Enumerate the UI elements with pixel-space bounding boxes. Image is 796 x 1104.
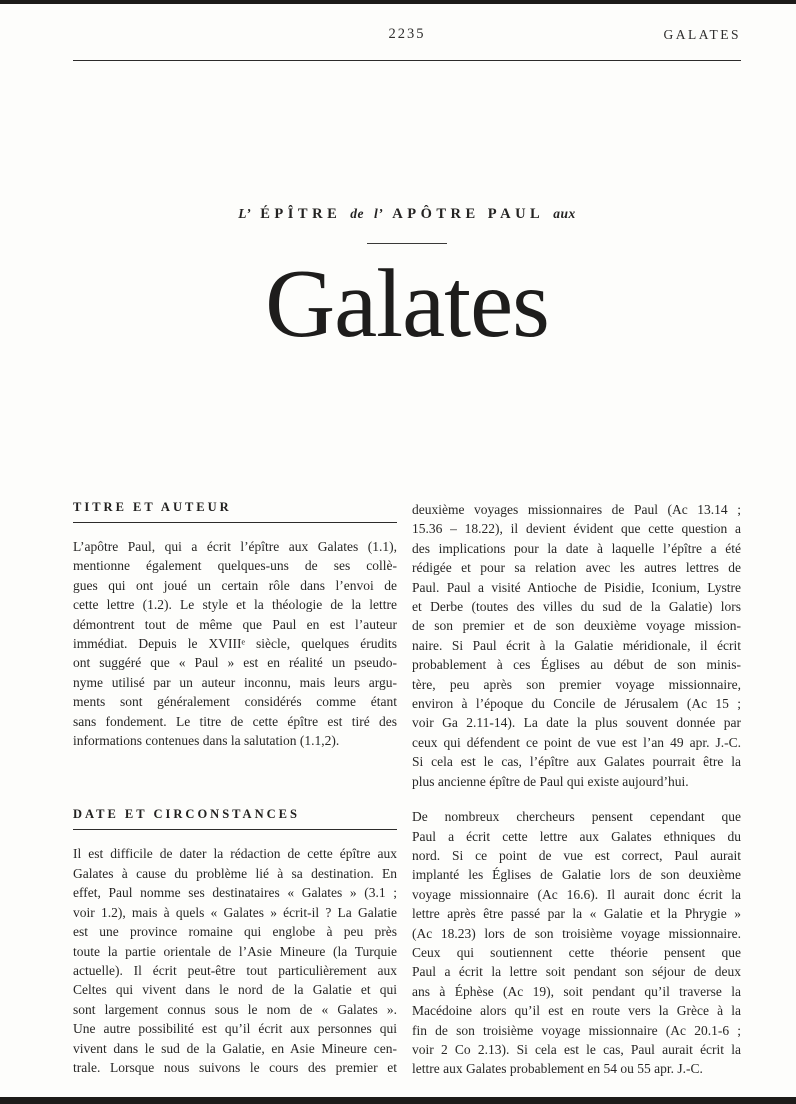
text-line: voir Ga 2.11-14). La date la plus souvent donnée par [412, 715, 741, 731]
epistle-superscription [73, 206, 741, 223]
left-column [73, 500, 397, 1077]
text-line: Galates à cause du problème lié à sa destination. En [73, 865, 397, 881]
running-header [73, 26, 741, 46]
running-title: GALATES [663, 26, 741, 42]
superscription-word-epitre: ÉPÎTRE [260, 206, 342, 222]
paragraph [412, 500, 741, 791]
text-line: immédiat. Depuis le XVIIIᵉ siècle, quelques érudits [73, 636, 397, 652]
text-line: vivent dans le sud de la Galatie, en Asie Mineure cen- [73, 1040, 397, 1056]
text-line: nyme utilisé par un auteur inconnu, mais leurs argu- [73, 674, 397, 690]
text-line: voir 1.2), mais à quels « Galates » écrit-il ? La Galatie [73, 904, 397, 920]
text-line: deuxième voyages missionnaires de Paul (Ac 13.14 ; [412, 502, 741, 517]
text-line: Celtes qui vivent dans le nord de la Galatie et qui [73, 982, 397, 998]
text-line: 15.36 – 18.22), il devient évident que cette question a [412, 521, 741, 537]
text-line: gues qui ont joué un certain rôle dans l’envoi de [73, 577, 397, 593]
title-ornament-rule [367, 243, 447, 244]
text-line: actuelle). Il écrit peut-être tout particulièrement aux [73, 962, 397, 978]
superscription-lead: L’ [238, 206, 252, 221]
text-line: de son premier et de son deuxième voyage mission- [412, 618, 741, 634]
scan-edge-bottom-bar [0, 1097, 796, 1104]
text-line: ont suggéré que « Paul » est en réalité un pseudo- [73, 655, 397, 671]
text-line: et Derbe (toutes des villes du sud de la Galatie) lors [412, 599, 741, 615]
text-line: est une province romaine qui englobe à peu près [73, 924, 397, 940]
text-line: des implications pour la date à laquelle l’épître a été [412, 540, 741, 556]
text-line: ceux qui défendent ce point de vue est l’an 49 apr. J.-C. [412, 734, 741, 750]
text-line: Macédoine alors qu’il est en route vers la Grèce à la [412, 1003, 741, 1019]
text-line: mentionne également quelques-uns de ses collè- [73, 558, 397, 574]
book-title: Galates [265, 250, 549, 357]
text-line: sont largement connus sous le nom de « Galates ». [73, 1001, 397, 1017]
text-section [412, 500, 741, 1079]
text-line: sans fondement. Le titre de cette épître est tiré des [73, 713, 397, 729]
text-line: effet, Paul nomme ses destinataires « Galates » (3.1 ; [73, 885, 397, 901]
text-line: Si cela est le cas, l’épître aux Galates pourrait être la [412, 754, 741, 770]
text-line: De nombreux chercheurs pensent cependant que [412, 809, 741, 825]
text-line: tère, peu après son premier voyage missionnaire, [412, 676, 741, 692]
text-section [73, 807, 397, 1077]
text-line: toute la partie orientale de l’Asie Mineure (la Turquie [73, 943, 397, 959]
superscription-de: de [350, 206, 365, 221]
text-line: Paul a écrit la lettre soit pendant son séjour de deux [412, 964, 741, 980]
superscription-word-apotre-paul: APÔTRE PAUL [392, 206, 545, 222]
text-line: fin de son troisième voyage missionnaire (Ac 20.1-6 ; [412, 1022, 741, 1038]
text-line: rédigée et pour sa relation avec les autres lettres de [412, 560, 741, 576]
text-line: implanté les Églises de Galatie lors de son deuxième [412, 867, 741, 883]
section-heading: TITRE ET AUTEUR [73, 500, 397, 523]
paragraph [73, 537, 397, 750]
text-line: nord. Si ce point de vue est correct, Paul aurait [412, 847, 741, 863]
text-line: cette lettre (1.2). Le style et la théologie de la lettre [73, 597, 397, 613]
right-column [412, 500, 741, 1079]
text-line: informations contenues dans la salutation (1.1,2). [73, 733, 340, 749]
paragraph [412, 807, 741, 1079]
text-line: naire. Si Paul écrit à la Galatie méridionale, il écrit [412, 637, 741, 653]
text-line: lettre après être passé par la « Galatie et la Phrygie » [412, 906, 741, 922]
text-line: Paul a écrit cette lettre aux Galates ethniques du [412, 828, 741, 844]
text-line: trale. Lorsque nous suivons le cours des premier et [73, 1059, 397, 1075]
text-line: plus ancienne épître de Paul qui existe aujourd’hui. [412, 773, 689, 789]
text-line: Il est difficile de dater la rédaction de cette épître aux [73, 846, 397, 862]
section-heading: DATE ET CIRCONSTANCES [73, 807, 397, 830]
text-line: ans à Éphèse (Ac 19), soit pendant qu’il traverse la [412, 983, 741, 999]
text-line: environ à l’époque du Concile de Jérusalem (Ac 15 ; [412, 696, 741, 712]
text-section [73, 500, 397, 750]
text-line: voyage missionnaire (Ac 16.6). Il aurait donc écrit la [412, 886, 741, 902]
text-line: Ceux qui soutiennent cette théorie pensent que [412, 944, 741, 960]
text-line: ments sont généralement considérés comme étant [73, 694, 397, 710]
text-line: L’apôtre Paul, qui a écrit l’épître aux Galates (1.1), [73, 539, 397, 554]
header-rule [73, 60, 741, 61]
scan-edge-top-bar [0, 0, 796, 4]
page-number: 2235 [388, 26, 426, 42]
text-line: démontrent tout de même que Paul en est l’auteur [73, 616, 397, 632]
text-line: (Ac 18.23) lors de son troisième voyage missionnaire. [412, 925, 741, 941]
paragraph [73, 844, 397, 1077]
text-line: Paul. Paul a visité Antioche de Pisidie, Iconium, Lystre [412, 579, 741, 595]
text-line: Une autre possibilité est qu’il écrit aux personnes qui [73, 1021, 397, 1037]
text-line: probablement à ces Églises au début de son minis- [412, 657, 741, 673]
text-line: voir 2 Co 2.13). Si cela est le cas, Paul aurait écrit la [412, 1041, 741, 1057]
text-line: lettre aux Galates probablement en 54 ou 55 apr. J.-C. [412, 1061, 703, 1077]
superscription-l: l’ [374, 206, 384, 221]
superscription-aux: aux [553, 206, 576, 221]
